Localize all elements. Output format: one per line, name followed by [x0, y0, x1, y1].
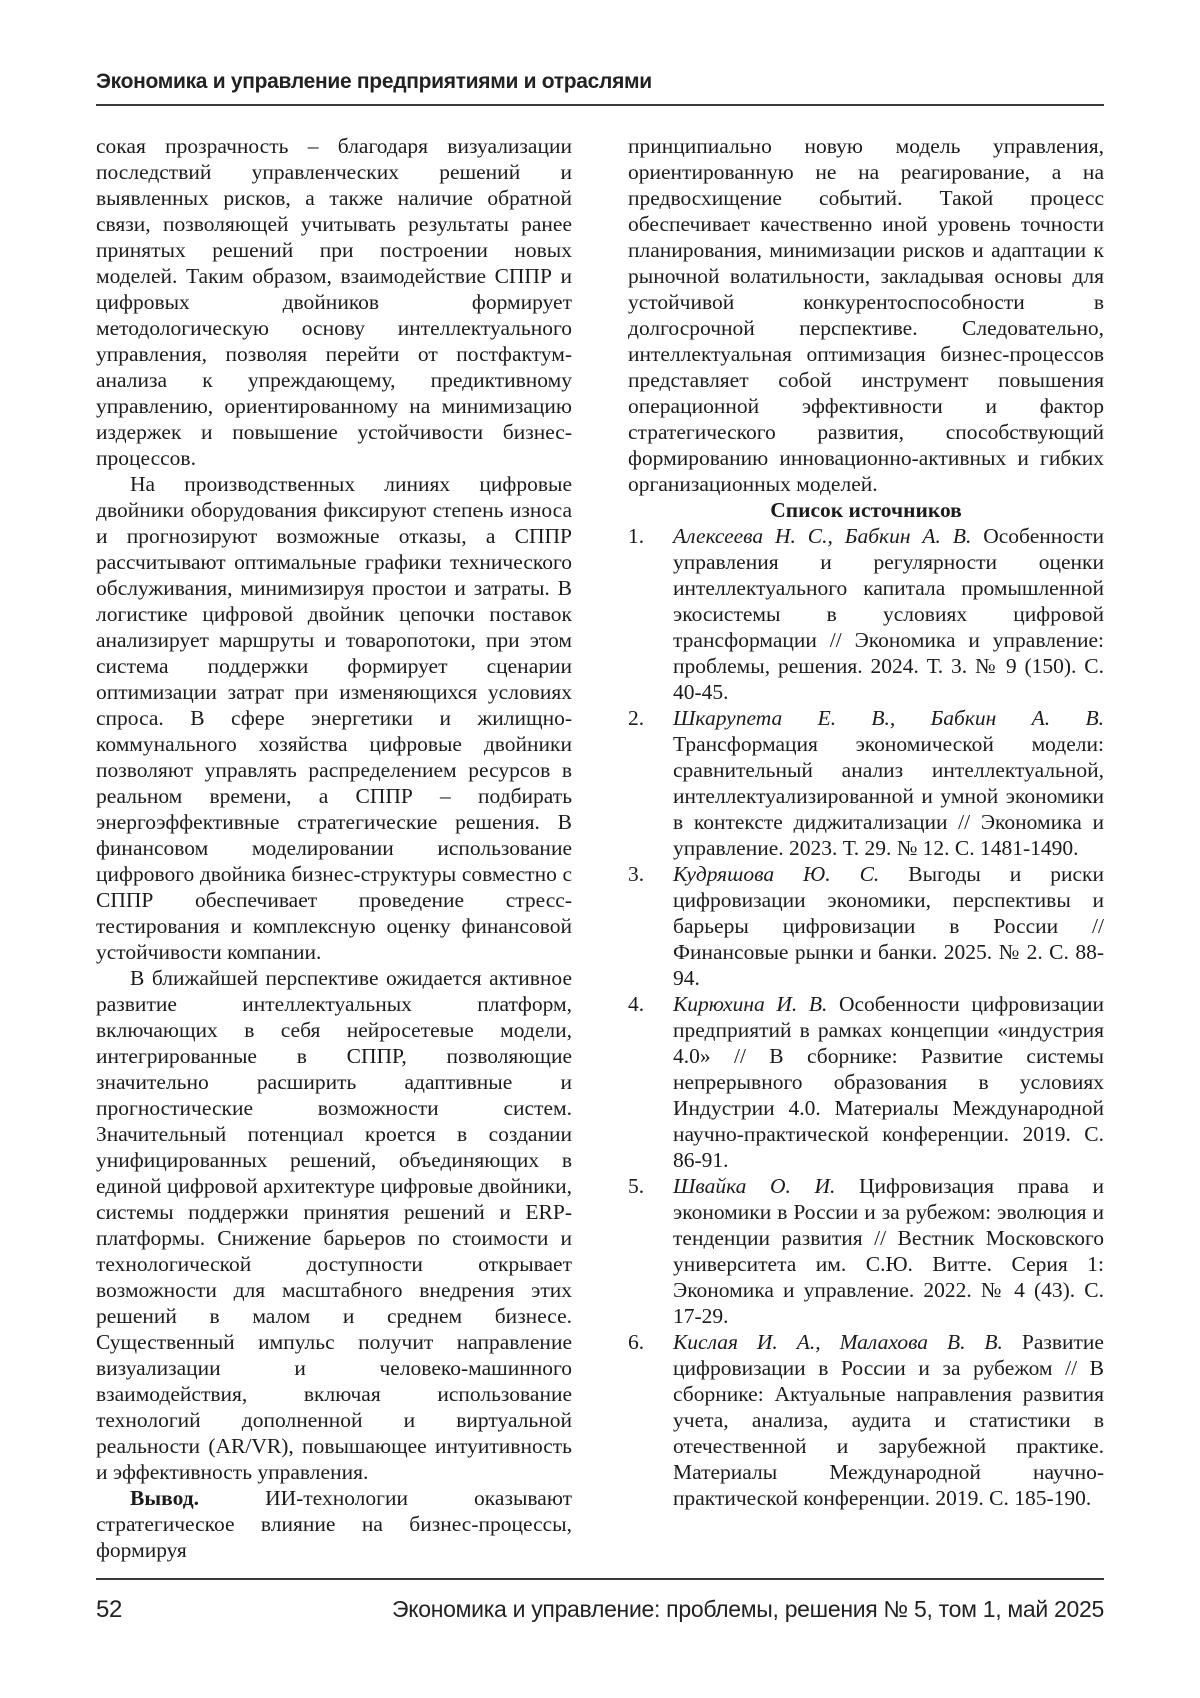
header-rule	[96, 104, 1104, 106]
reference-authors: Алексеева Н. С., Бабкин А. В.	[673, 524, 972, 548]
journal-title: Экономика и управление: проблемы, решения № 5, том 1, май 2025	[392, 1596, 1104, 1622]
left-column	[96, 133, 572, 1563]
reference-text	[673, 861, 1104, 991]
body-paragraph: принципиально новую модель управления, ориентированную не на реагирование, а на предвосхищение событий. Такой процесс обеспечивает качественно иной уровень точности планирования, минимизации рисков и адаптации к рыночной волатильности, закладывая основы для устойчивой конкурентоспособности в долгосрочной перспективе. Следовательно, интеллектуальная оптимизация бизнес-процессов представляет собой инструмент повышения операционной эффективности и фактор стратегического развития, способствующий формированию инновационно-активных и гибких организационных моделей.	[628, 134, 1104, 496]
reference-body: Цифровизация права и экономики в России и за рубежом: эволюция и тенденции развития // Вестник Московского университета им. С.Ю. Витте. Серия 1: Экономика и управление. 2022. № 4 (43). С. 17-29.	[673, 1174, 1104, 1328]
right-column	[628, 133, 1104, 1563]
reference-number: 1.	[628, 524, 645, 548]
reference-text	[673, 1329, 1104, 1511]
reference-body: Трансформация экономической модели: сравнительный анализ интеллектуальной, интеллектуализированной и умной экономики в контексте диджитализации // Экономика и управление. 2023. Т. 29. № 12. С. 1481-1490.	[673, 732, 1104, 860]
reference-number: 3.	[628, 862, 645, 886]
page-number: 52	[96, 1596, 123, 1623]
reference-number: 2.	[628, 706, 645, 730]
reference-number: 4.	[628, 992, 645, 1016]
section-title: Экономика и управление предприятиями и отраслями	[96, 70, 652, 93]
reference-item	[628, 1329, 1104, 1511]
reference-authors: Швайка О. И.	[673, 1174, 836, 1198]
reference-authors: Кислая И. А., Малахова В. В.	[673, 1330, 1003, 1354]
footer-row	[96, 1596, 1104, 1624]
reference-body: Выгоды и риски цифровизации экономики, перспективы и барьеры цифровизации в России // Финансовые рынки и банки. 2025. № 2. С. 88-94.	[673, 862, 1105, 990]
conclusion-lead: Вывод.	[130, 1486, 199, 1510]
body-paragraph: На производственных линиях цифровые двойники оборудования фиксируют степень износа и прогнозируют возможные отказы, а СППР рассчитывают оптимальные графики технического обслуживания, минимизируя простои и затраты. В логистике цифровой двойник цепочки поставок анализирует маршруты и товаропотоки, при этом система поддержки формирует сценарии оптимизации затрат при изменяющихся условиях спроса. В сфере энергетики и жилищно-коммунального хозяйства цифровые двойники позволяют управлять распределением ресурсов в реальном времени, а СППР – подбирать энергоэффективные стратегические решения. В финансовом моделировании использование цифрового двойника бизнес-структуры совместно с СППР обеспечивает проведение стресс-тестирования и комплексную оценку финансовой устойчивости компании.	[96, 472, 572, 964]
reference-item	[628, 705, 1104, 861]
reference-body: Особенности управления и регулярности оценки интеллектуального капитала промышленной экосистемы в условиях цифровой трансформации // Экономика и управление: проблемы, решения. 2024. Т. 3. № 9 (150). С. 40-45.	[673, 524, 1104, 704]
reference-item	[628, 1173, 1104, 1329]
footer-rule	[96, 1578, 1104, 1580]
reference-item	[628, 523, 1104, 705]
page-footer	[96, 1578, 1104, 1624]
reference-authors: Кирюхина И. В.	[673, 992, 828, 1016]
reference-authors: Кудряшова Ю. С.	[673, 862, 880, 886]
reference-number: 6.	[628, 1330, 645, 1354]
body-paragraph: В ближайшей перспективе ожидается активное развитие интеллектуальных платформ, включающих в себя нейросетевые модели, интегрированные в СППР, позволяющие значительно расширить адаптивные и прогностические возможности систем. Значительный потенциал кроется в создании унифицированных решений, объединяющих в единой цифровой архитектуре цифровые двойники, системы поддержки принятия решений и ERP-платформы. Снижение барьеров по стоимости и технологической доступности открывает возможности для масштабного внедрения этих решений в малом и среднем бизнесе. Существенный импульс получит направление визуализации и человеко-машинного взаимодействия, включая использование технологий дополненной и виртуальной реальности (AR/VR), повышающее интуитивность и эффективность управления.	[96, 966, 572, 1484]
reference-text	[673, 1173, 1104, 1329]
conclusion-text: ИИ-технологии оказывают стратегическое влияние на бизнес-процессы, формируя	[96, 1486, 572, 1562]
reference-item	[628, 861, 1104, 991]
reference-text	[673, 705, 1104, 861]
article-body	[96, 133, 1104, 1563]
conclusion-paragraph	[96, 1485, 572, 1563]
reference-number: 5.	[628, 1174, 645, 1198]
reference-text	[673, 991, 1104, 1173]
reference-text	[673, 523, 1104, 705]
references-title: Список источников	[770, 498, 962, 522]
reference-item	[628, 991, 1104, 1173]
reference-body: Развитие цифровизации в России и за рубежом // В сборнике: Актуальные направления развития учета, анализа, аудита и статистики в отечественной и зарубежной практике. Материалы Международной научно-практической конференции. 2019. С. 185-190.	[673, 1330, 1104, 1510]
reference-body: Особенности цифровизации предприятий в рамках концепции «индустрия 4.0» // В сборнике: Развитие системы непрерывного образования в условиях Индустрии 4.0. Материалы Международной научно-практической конференции. 2019. С. 86-91.	[673, 992, 1104, 1172]
reference-authors: Шкарупета Е. В., Бабкин А. В.	[673, 706, 1104, 730]
running-head	[96, 70, 1104, 114]
body-paragraph: сокая прозрачность – благодаря визуализации последствий управленческих решений и выявленных рисков, а также наличие обратной связи, позволяющей учитывать результаты ранее принятых решений при построении новых моделей. Таким образом, взаимодействие СППР и цифровых двойников формирует методологическую основу интеллектуального управления, позволяя перейти от постфактум-анализа к упреждающему, предиктивному управлению, ориентированному на минимизацию издержек и повышение устойчивости бизнес-процессов.	[96, 134, 572, 470]
